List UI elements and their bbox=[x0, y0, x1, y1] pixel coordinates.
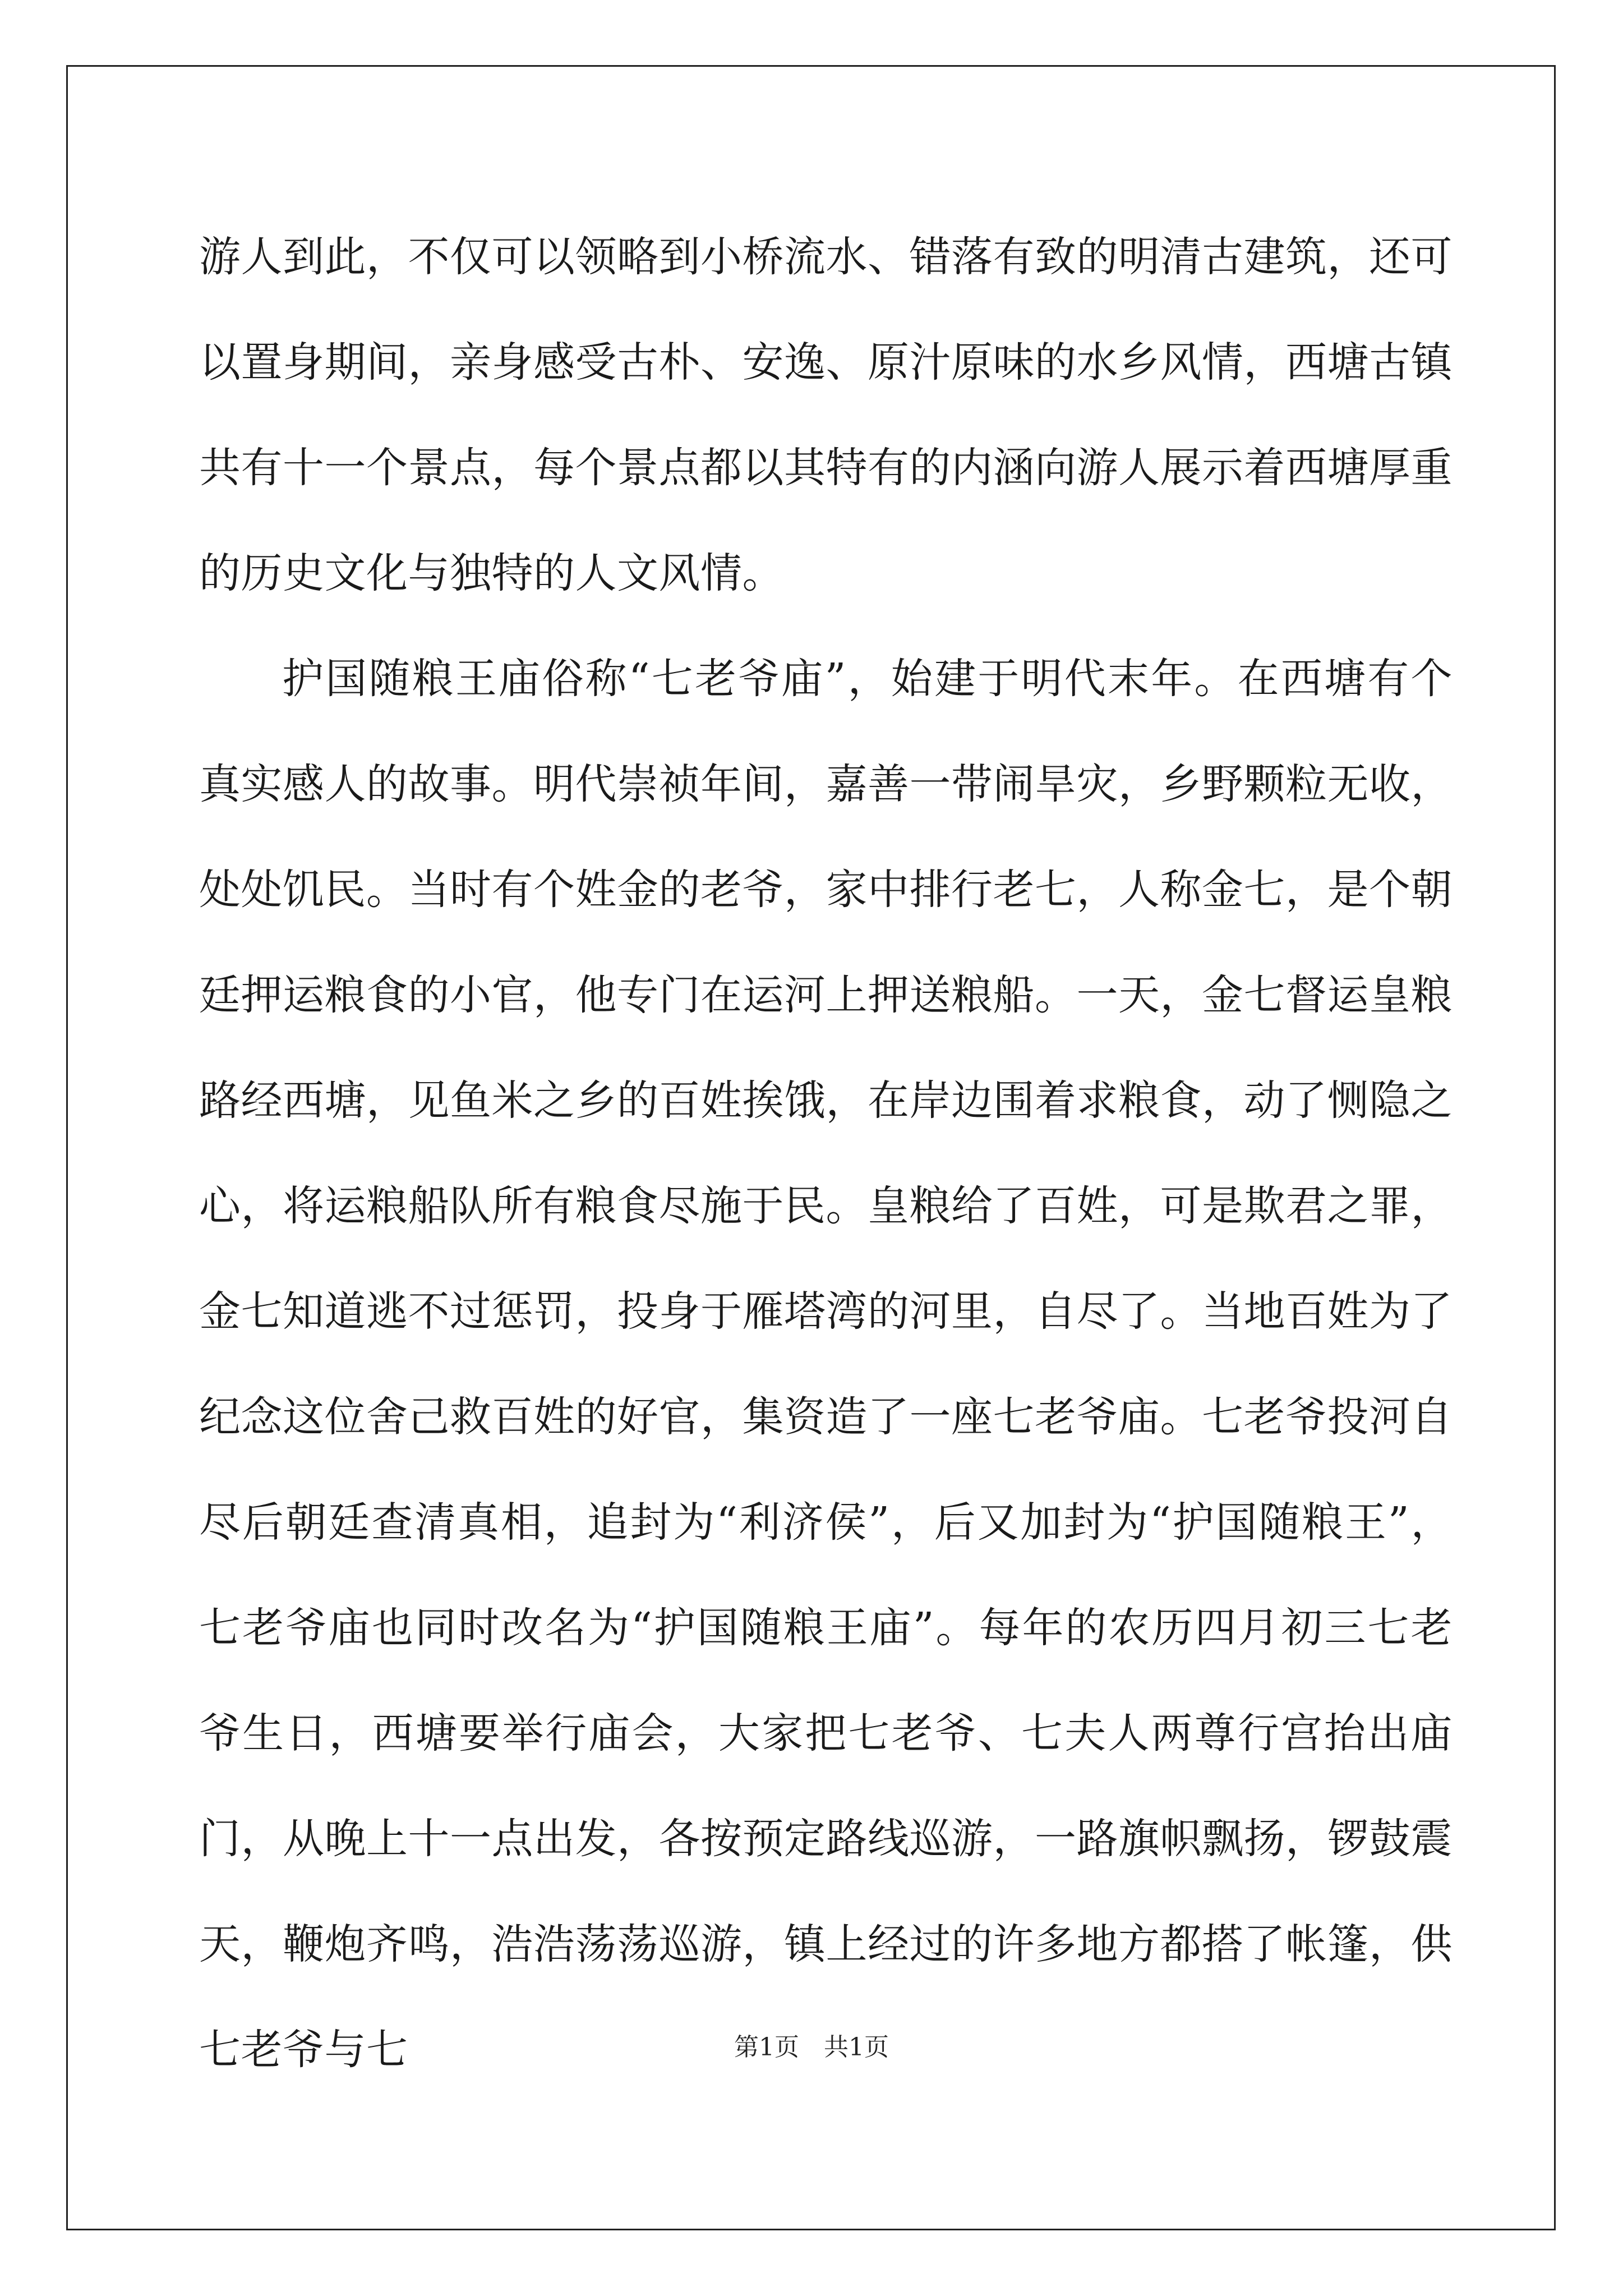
paragraph-1: 游人到此，不仅可以领略到小桥流水、错落有致的明清古建筑，还可以置身期间，亲身感受古朴、安逸、原汁原味的水乡风情，西塘古镇共有十一个景点，每个景点都以其特有的内涵向游人展示着西塘厚重的历史文化与独特的人文风情。 bbox=[199, 233, 1453, 597]
page-number-footer: 第1页 共1页 bbox=[734, 2033, 889, 2062]
document-body bbox=[199, 204, 1453, 2102]
paragraph-2: 护国随粮王庙俗称“七老爷庙”，始建于明代末年。在西塘有个真实感人的故事。明代崇祯年间，嘉善一带闹旱灾，乡野颗粒无收，处处饥民。当时有个姓金的老爷，家中排行老七，人称金七，是个朝廷押运粮食的小官，他专门在运河上押送粮船。一天，金七督运皇粮路经西塘，见鱼米之乡的百姓挨饿，在岸边围着求粮食，动了恻隐之心，将运粮船队所有粮食尽施于民。皇粮给了百姓，可是欺君之罪，金七知道逃不过惩罚，投身于雁塔湾的河里，自尽了。当地百姓为了纪念这位舍己救百姓的好官，集资造了一座七老爷庙。七老爷投河自尽后朝廷查清真相，追封为“利济侯”，后又加封为“护国随粮王”，七老爷庙也同时改名为“护国随粮王庙”。每年的农历四月初三七老爷生日，西塘要举行庙会，大家把七老爷、七夫人两尊行宫抬出庙门，从晚上十一点出发，各按预定路线巡游，一路旗帜飘扬，锣鼓震天，鞭炮齐鸣，浩浩荡荡巡游，镇上经过的许多地方都搭了帐篷，供七老爷与七 bbox=[199, 655, 1453, 2074]
